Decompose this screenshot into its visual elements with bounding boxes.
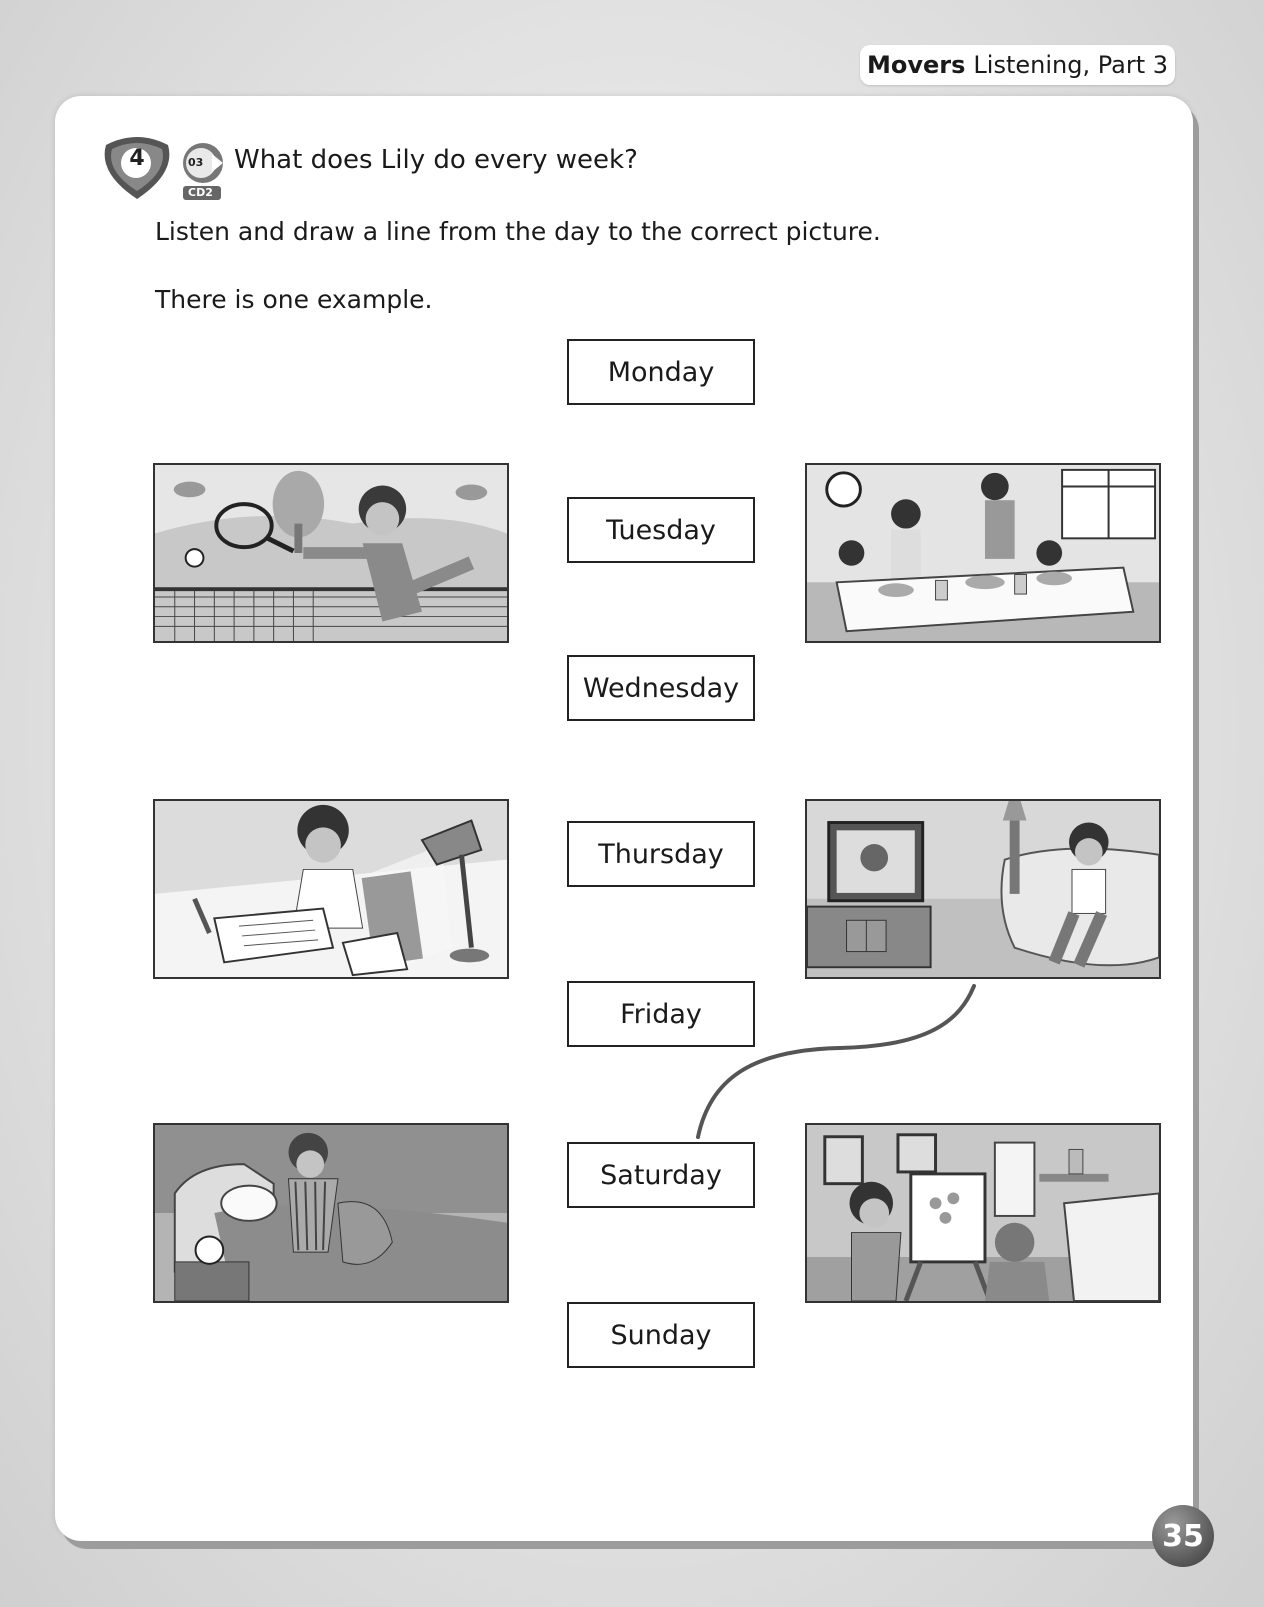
picture-tennis[interactable] <box>153 463 509 643</box>
day-box-saturday[interactable]: Saturday <box>567 1142 755 1208</box>
example-note: There is one example. <box>155 285 433 314</box>
question-number: 4 <box>129 146 145 171</box>
page-number: 35 <box>1152 1505 1214 1567</box>
day-box-monday[interactable]: Monday <box>567 339 755 405</box>
question-title: What does Lily do every week? <box>234 145 638 175</box>
picture-painting[interactable] <box>805 1123 1161 1303</box>
picture-watching-tv[interactable] <box>805 799 1161 979</box>
day-box-wednesday[interactable]: Wednesday <box>567 655 755 721</box>
day-box-friday[interactable]: Friday <box>567 981 755 1047</box>
picture-homework[interactable] <box>153 799 509 979</box>
audio-track-icon[interactable] <box>182 142 224 202</box>
picture-making-bed[interactable] <box>153 1123 509 1303</box>
day-box-tuesday[interactable]: Tuesday <box>567 497 755 563</box>
day-box-sunday[interactable]: Sunday <box>567 1302 755 1368</box>
day-box-thursday[interactable]: Thursday <box>567 821 755 887</box>
picture-family-dinner[interactable] <box>805 463 1161 643</box>
example-answer-line <box>690 980 990 1140</box>
question-number-badge <box>98 133 176 201</box>
section-label: Listening, Part 3 <box>973 51 1168 79</box>
level-label: Movers <box>867 51 966 79</box>
instruction-text: Listen and draw a line from the day to the correct picture. <box>155 217 881 246</box>
section-header <box>860 45 1175 85</box>
cd-label: CD2 <box>188 186 213 199</box>
track-number: 03 <box>188 156 204 169</box>
